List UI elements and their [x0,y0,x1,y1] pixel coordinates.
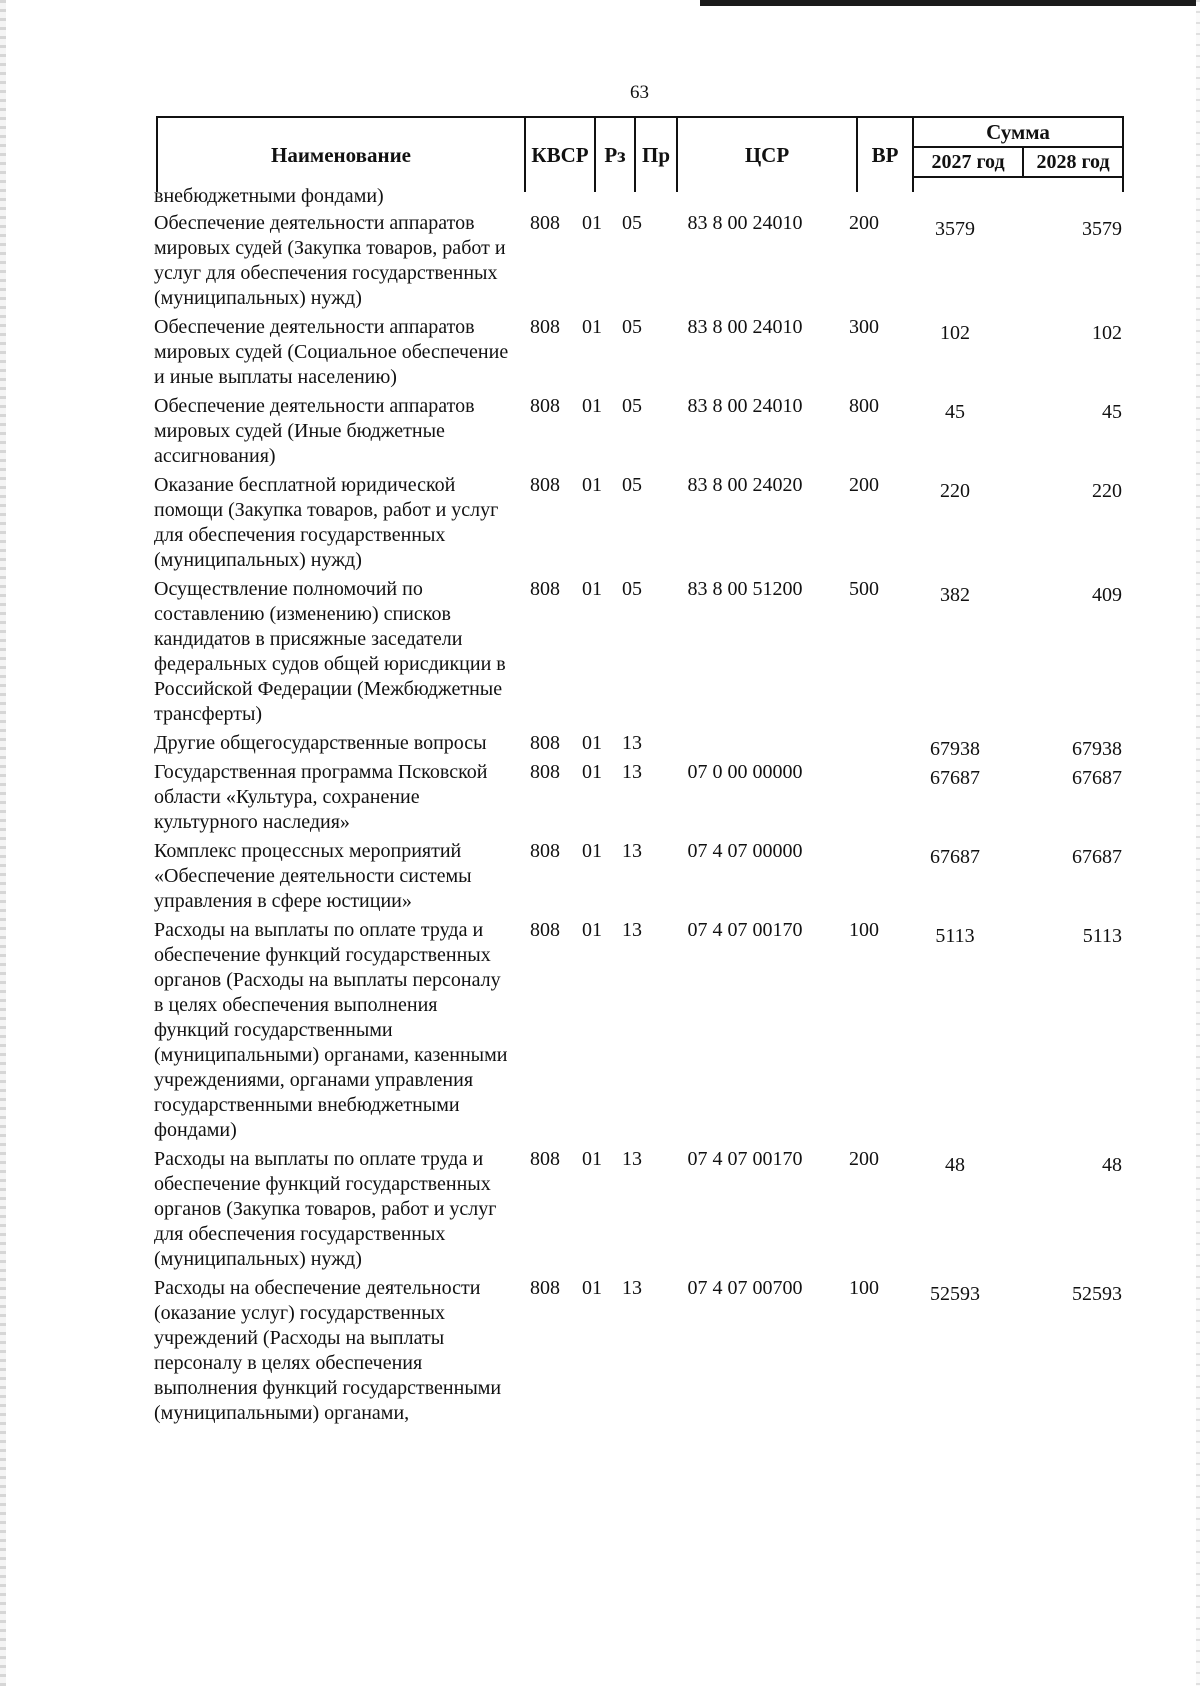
row-name: Государственная программа Псковской области «Культура, сохранение культурного наследия» [154,761,488,833]
table-row [140,731,1130,760]
row-sum-2028: 102 [1092,322,1122,344]
row-sum-2028: 3579 [1082,218,1122,240]
row-sum-2027: 67687 [930,767,980,789]
row-sum-2028: 45 [1102,401,1122,423]
row-pr: 13 [622,732,642,754]
header-sum: Сумма [914,118,1122,148]
header-kvsr: КВСР [526,118,596,192]
row-pr: 13 [622,1148,642,1170]
row-rz: 01 [582,840,602,862]
table-row [140,315,1130,390]
scan-top-edge-line [700,0,1200,6]
row-rz: 01 [582,919,602,941]
scan-right-edge [1196,0,1200,1686]
row-rz: 01 [582,1148,602,1170]
row-sum-2028: 220 [1092,480,1122,502]
row-sum-2027: 102 [940,322,970,344]
row-name: Обеспечение деятельности аппаратов мировых судей (Закупка товаров, работ и услуг для обеспечения государственных (муниципальных) нужд) [154,212,506,309]
table-row [140,211,1130,311]
row-sum-2028: 67938 [1072,738,1122,760]
row-rz: 01 [582,1277,602,1299]
row-csr: 07 4 07 00000 [687,840,803,862]
row-sum-2028: 67687 [1072,846,1122,868]
row-pr: 13 [622,919,642,941]
row-sum-2027: 67938 [930,738,980,760]
row-name: Обеспечение деятельности аппаратов мировых судей (Иные бюджетные ассигнования) [154,395,475,467]
row-rz: 01 [582,395,602,417]
row-csr: 07 0 00 00000 [687,761,803,783]
row-csr: 07 4 07 00170 [687,1148,803,1170]
table-row [140,473,1130,573]
row-name: Расходы на выплаты по оплате труда и обеспечение функций государственных органов (Расходы на выплаты персоналу в целях обеспечения выполнения функций государственными (муниципальными) органами, казенными учреждениями, органами управления государственными внебюджетными фондами) [154,919,508,1141]
row-csr: 83 8 00 24010 [687,212,803,234]
row-rz: 01 [582,316,602,338]
row-pr: 05 [622,212,642,234]
row-rz: 01 [582,761,602,783]
row-csr: 07 4 07 00700 [687,1277,803,1299]
row-kvsr: 808 [530,474,560,496]
table-row [140,839,1130,914]
table-row [140,1147,1130,1272]
row-vr: 300 [849,316,879,338]
row-pr: 05 [622,474,642,496]
row-rz: 01 [582,212,602,234]
row-kvsr: 808 [530,316,560,338]
row-kvsr: 808 [530,212,560,234]
header-year-2027: 2027 год [914,148,1024,178]
row-vr: 200 [849,212,879,234]
row-name: Обеспечение деятельности аппаратов мировых судей (Социальное обеспечение и иные выплаты населению) [154,316,509,388]
row-csr: 83 8 00 24010 [687,316,803,338]
row-kvsr: 808 [530,919,560,941]
row-vr: 200 [849,1148,879,1170]
header-year-2028: 2028 год [1024,148,1122,178]
table-row [140,760,1130,835]
table-body [140,184,1130,1426]
table-row [140,577,1130,727]
row-vr: 100 [849,1277,879,1299]
row-kvsr: 808 [530,840,560,862]
row-name: Осуществление полномочий по составлению (изменению) списков кандидатов в присяжные заседатели федеральных судов общей юрисдикции в Российской Федерации (Межбюджетные трансферты) [154,578,506,725]
header-name: Наименование [158,118,526,192]
row-sum-2027: 3579 [935,218,975,240]
row-name: Другие общегосударственные вопросы [154,732,487,754]
row-vr: 800 [849,395,879,417]
row-pr: 05 [622,316,642,338]
row-name: Оказание бесплатной юридической помощи (Закупка товаров, работ и услуг для обеспечения государственных (муниципальных) нужд) [154,474,499,571]
row-kvsr: 808 [530,761,560,783]
row-vr: 100 [849,919,879,941]
row-sum-2027: 52593 [930,1283,980,1305]
row-vr: 200 [849,474,879,496]
header-csr: ЦСР [678,118,858,192]
row-csr: 83 8 00 24020 [687,474,803,496]
row-kvsr: 808 [530,395,560,417]
row-pr: 13 [622,761,642,783]
row-sum-2028: 48 [1102,1154,1122,1176]
table-row [140,394,1130,469]
row-name: внебюджетными фондами) [154,185,384,207]
row-name: Комплекс процессных мероприятий «Обеспечение деятельности системы управления в сфере юстиции» [154,840,472,912]
row-pr: 05 [622,578,642,600]
row-sum-2027: 48 [945,1154,965,1176]
row-csr: 83 8 00 24010 [687,395,803,417]
row-kvsr: 808 [530,732,560,754]
row-kvsr: 808 [530,578,560,600]
row-pr: 13 [622,840,642,862]
row-sum-2028: 5113 [1082,925,1122,947]
row-kvsr: 808 [530,1277,560,1299]
row-name: Расходы на выплаты по оплате труда и обеспечение функций государственных органов (Закупка товаров, работ и услуг для обеспечения государственных (муниципальных) нужд) [154,1148,497,1270]
table-header [156,116,1124,192]
row-rz: 01 [582,578,602,600]
table-row [140,1276,1130,1426]
row-sum-2027: 220 [940,480,970,502]
row-vr: 500 [849,578,879,600]
row-csr: 07 4 07 00170 [687,919,803,941]
row-sum-2028: 67687 [1072,767,1122,789]
row-sum-2027: 45 [945,401,965,423]
page-number: 63 [630,82,649,103]
row-sum-2027: 67687 [930,846,980,868]
row-name: Расходы на обеспечение деятельности (оказание услуг) государственных учреждений (Расходы на выплаты персоналу в целях обеспечения выполнения функций государственными (муниципальными) органами, [154,1277,502,1424]
row-pr: 05 [622,395,642,417]
row-kvsr: 808 [530,1148,560,1170]
row-sum-2028: 52593 [1072,1283,1122,1305]
row-sum-2027: 5113 [935,925,975,947]
row-sum-2028: 409 [1092,584,1122,606]
table-row [140,918,1130,1143]
header-pr: Пр [636,118,678,192]
row-sum-2027: 382 [940,584,970,606]
table-row [140,184,1130,209]
header-rz: Рз [596,118,636,192]
row-pr: 13 [622,1277,642,1299]
header-vr: ВР [858,118,914,192]
scan-left-edge [0,0,6,1686]
row-rz: 01 [582,732,602,754]
row-csr: 83 8 00 51200 [687,578,803,600]
row-rz: 01 [582,474,602,496]
